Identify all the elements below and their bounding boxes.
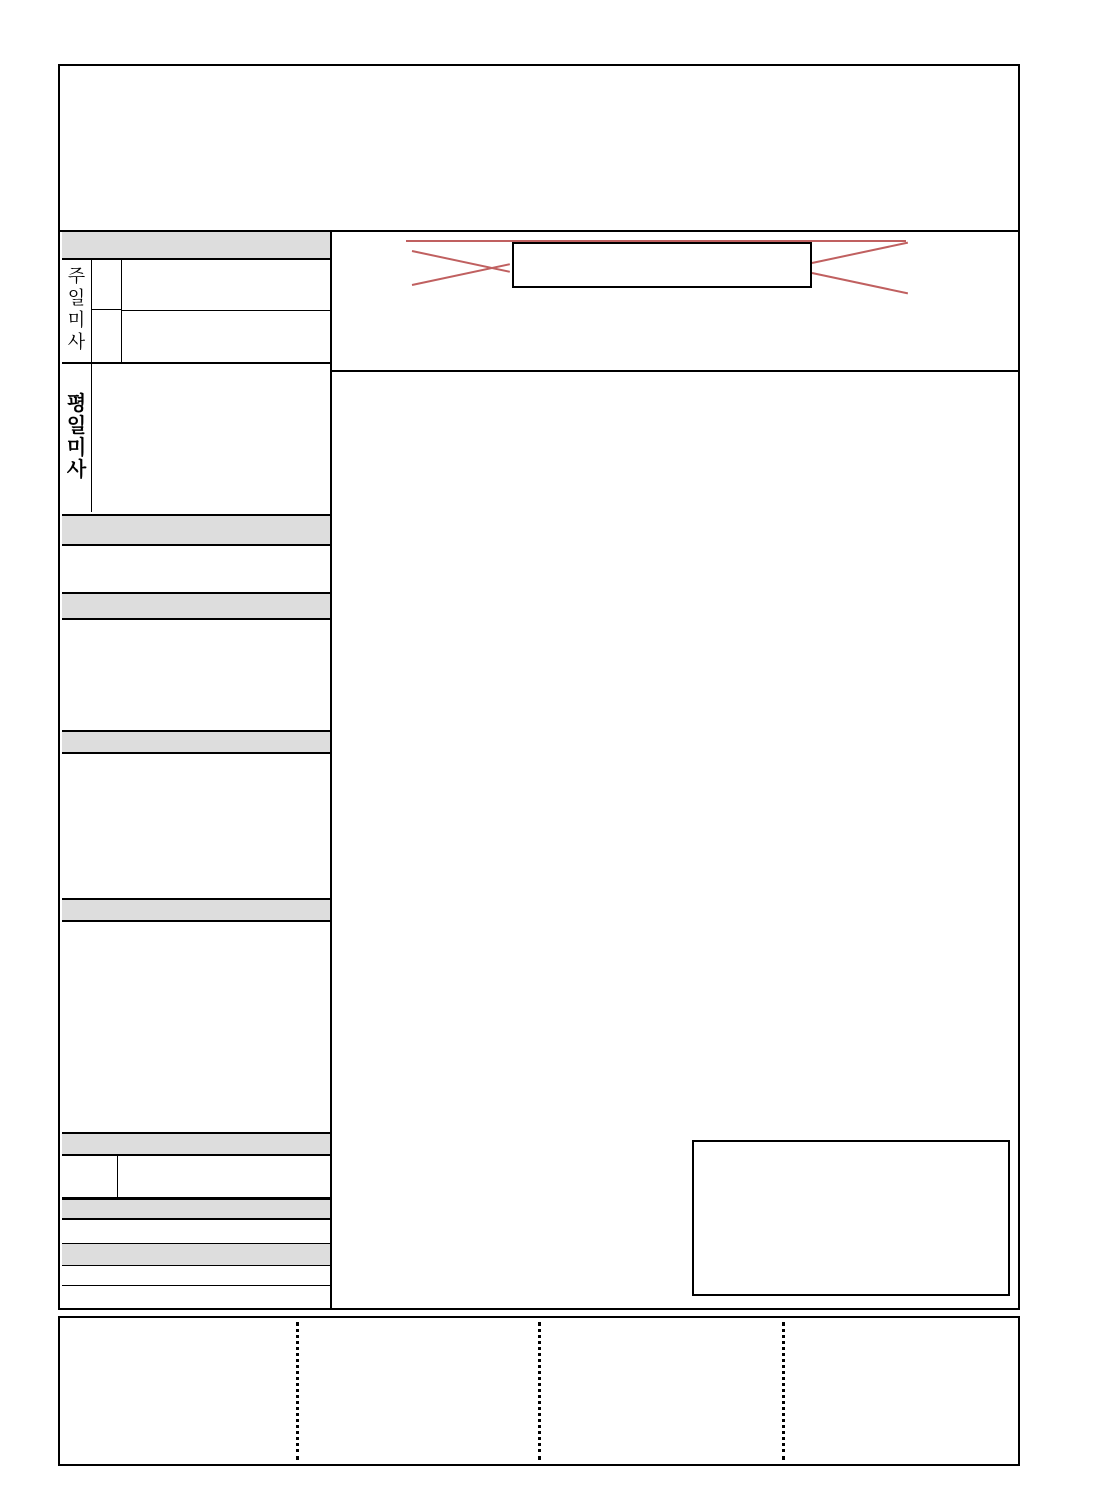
ad-narzio [300, 1318, 536, 1464]
sunday-mass-label: 주 일 미 사 [62, 260, 92, 362]
donation-box [692, 1140, 1010, 1296]
sun-label [92, 310, 122, 362]
weekday-mass [62, 364, 330, 514]
weekday-mass-label: 평 일 미 사 [62, 364, 92, 512]
traffic-row [62, 1220, 330, 1244]
traffic-title [62, 1198, 330, 1220]
service-title [62, 898, 330, 922]
offering-title [62, 592, 330, 620]
catechumen-title [62, 514, 330, 546]
mass-title [62, 230, 330, 260]
sunday-mass [62, 260, 330, 364]
catechumen-times [68, 548, 208, 588]
main-frame [58, 64, 1020, 1310]
banner-title [512, 242, 812, 288]
tea-row-1 [62, 1266, 330, 1286]
ad-momo [542, 1318, 780, 1464]
ads-bar [58, 1316, 1020, 1466]
tea-row-2 [62, 1286, 330, 1306]
saint-row [62, 1156, 330, 1198]
service-table [62, 922, 330, 1132]
ad-pharmacy [60, 1318, 294, 1464]
saint-title [62, 1132, 330, 1156]
tea-title-row [62, 1244, 330, 1266]
dues-title [62, 730, 330, 754]
top-bar [62, 32, 1022, 62]
sat-label [92, 260, 122, 310]
ad-wells [786, 1318, 1018, 1464]
